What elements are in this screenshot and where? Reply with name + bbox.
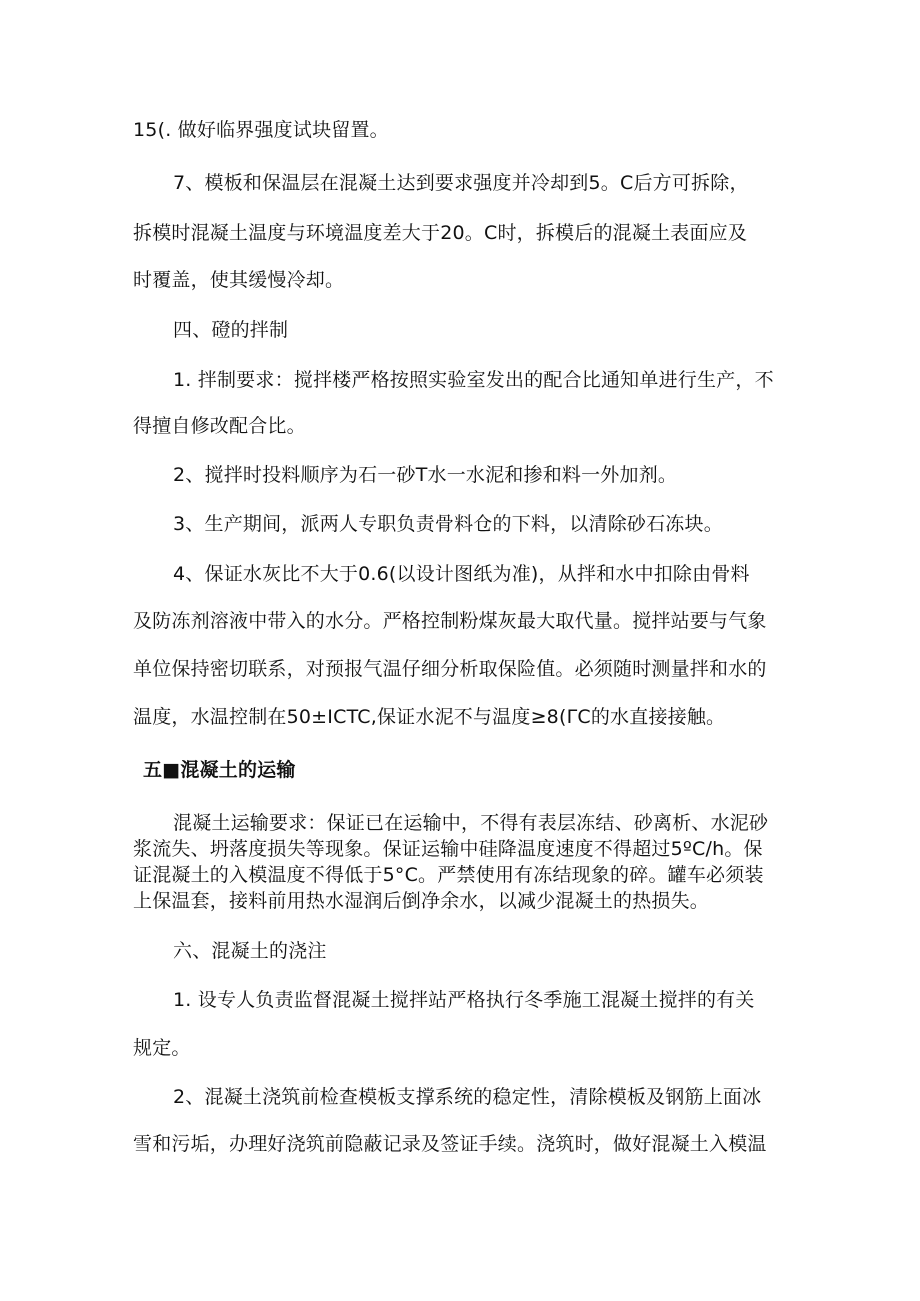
paragraph-line: 证混凝土的入模温度不得低于5°C。严禁使用有冻结现象的碎。罐车必须装 (133, 864, 764, 886)
paragraph-line: 浆流失、坍落度损失等现象。保证运输中硅降温度速度不得超过5ºC∕h。保 (133, 838, 763, 860)
section-heading: 四、磴的拌制 (173, 319, 289, 341)
section-heading: 六、混凝土的浇注 (173, 940, 327, 962)
paragraph-line: 时覆盖，使其缓慢冷却。 (133, 269, 345, 291)
paragraph-line: 单位保持密切联系，对预报气温仔细分析取保险值。必须随时测量拌和水的 (133, 658, 767, 680)
paragraph-line: 2、搅拌时投料顺序为石一砂T水一水泥和掺和料一外加剂。 (173, 464, 678, 486)
paragraph-line: 1. 拌制要求：搅拌楼严格按照实验室发出的配合比通知单进行生产，不 (173, 369, 774, 391)
paragraph-line: 及防冻剂溶液中带入的水分。严格控制粉煤灰最大取代量。搅拌站要与气象 (133, 610, 767, 632)
paragraph-line: 拆模时混凝土温度与环境温度差大于20。C时，拆模后的混凝土表面应及 (133, 222, 748, 244)
paragraph-line: 规定。 (133, 1037, 191, 1059)
paragraph-line: 15(. 做好临界强度试块留置。 (133, 119, 389, 141)
paragraph-line: 温度，水温控制在50±ICTC,保证水泥不与温度≥8(ΓC的水直接接触。 (133, 706, 726, 728)
section-heading: 五■混凝土的运输 (143, 759, 296, 781)
paragraph-line: 雪和污垢，办理好浇筑前隐蔽记录及签证手续。浇筑时，做好混凝土入模温 (133, 1133, 767, 1155)
paragraph-line: 3、生产期间，派两人专职负责骨料仓的下料，以清除砂石冻块。 (173, 513, 723, 535)
paragraph-line: 1. 设专人负责监督混凝土搅拌站严格执行冬季施工混凝土搅拌的有关 (173, 989, 755, 1011)
paragraph-line: 4、保证水灰比不大于0.6(以设计图纸为准)，从拌和水中扣除由骨料 (173, 563, 750, 585)
paragraph-line: 7、模板和保温层在混凝土达到要求强度并冷却到5。C后方可拆除， (173, 172, 749, 194)
paragraph-line: 2、混凝土浇筑前检查模板支撑系统的稳定性，清除模板及钢筋上面冰 (173, 1086, 762, 1108)
paragraph-line: 得擅自修改配合比。 (133, 415, 306, 437)
paragraph-line: 上保温套，接料前用热水湿润后倒净余水，以减少混凝土的热损失。 (133, 890, 710, 912)
paragraph-line: 混凝土运输要求：保证已在运输中，不得有表层冻结、砂离析、水泥砂 (173, 812, 769, 834)
